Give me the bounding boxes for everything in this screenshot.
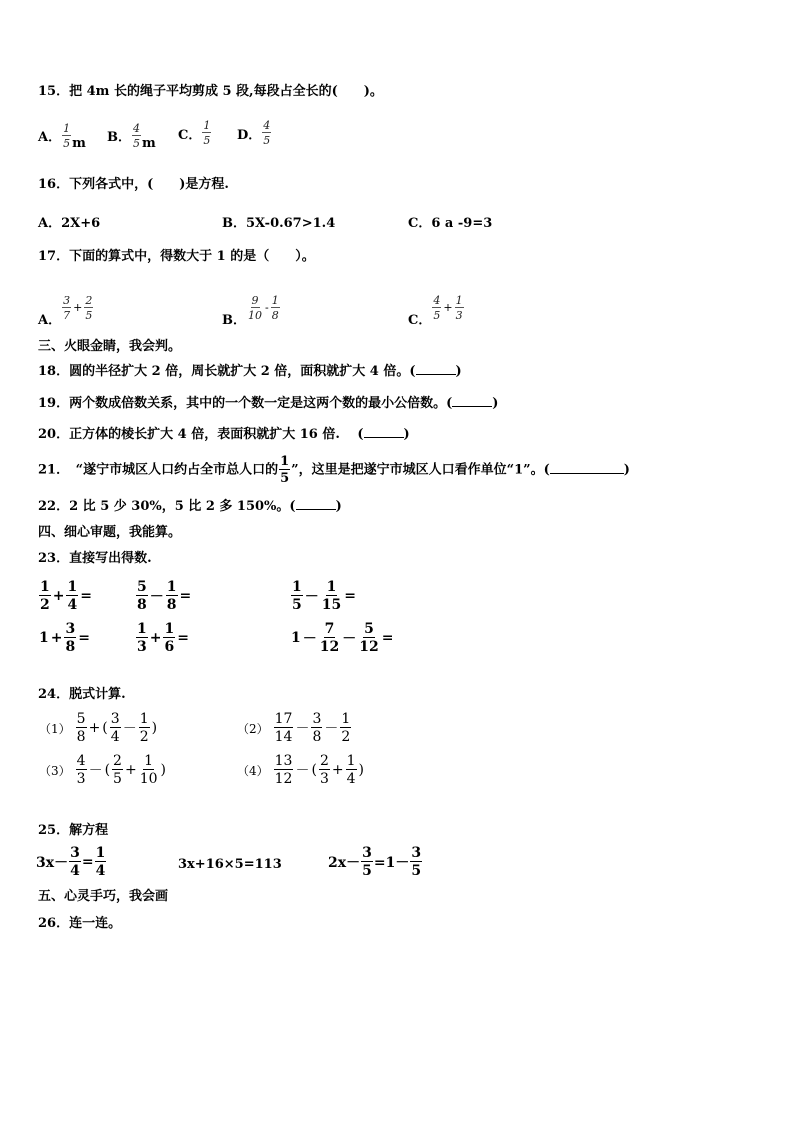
q20-text: 20．正方体的棱长扩大 4 倍，表面积就扩大 16 倍. ( ): [38, 427, 410, 442]
q24-expression-1: （1） $\frac{5}{8}$ + ( $\frac{3}{4}$ － $\frac{1}{2}$ ): [39, 711, 158, 745]
q23-item: $\frac{5}{8}$ － $\frac{1}{8}$ =: [137, 579, 192, 613]
fraction: $\frac{2}{5}$: [113, 753, 122, 787]
q15-option-c[interactable]: C． $\frac{1}{5}$: [178, 119, 211, 147]
q15-text: 15．把 4m 长的绳子平均剪成 5 段,每段占全长的( )。: [38, 84, 383, 99]
fraction: $\frac{2}{3}$: [319, 753, 329, 787]
q16-text: 16．下列各式中，( )是方程.: [38, 177, 229, 192]
q15-option-b[interactable]: B． $\frac{4}{5}$ m: [107, 121, 156, 151]
q18-text: 18．圆的半径扩大 2 倍，周长就扩大 2 倍，面积就扩大 4 倍。( ): [38, 364, 462, 379]
fraction: $\frac{5}{12}$: [359, 621, 379, 655]
section-3-heading: 三、火眼金睛，我会判。: [38, 339, 182, 354]
q16-option-b[interactable]: B．5X-0.67>1.4: [222, 216, 336, 231]
fraction: $\frac{17}{14}$: [274, 711, 293, 745]
fraction: $\frac{1}{4}$: [346, 753, 356, 787]
q25-equation-2: 3x+16×5=113: [178, 857, 282, 872]
q17-option-a[interactable]: A． $\frac{3}{7}$ + $\frac{2}{5}$: [38, 293, 93, 328]
q24-expression-3: （3） $\frac{4}{3}$ － ( $\frac{2}{5}$ + $\frac{1}{10}$ ): [39, 753, 166, 787]
fraction: $\frac{5}{8}$: [137, 579, 147, 613]
q24-expression-4: （4） $\frac{13}{12}$ － ( $\frac{2}{3}$ + $\frac{1}{4}$ ): [237, 753, 364, 787]
q23-item: $\frac{1}{2}$ + $\frac{1}{4}$ =: [40, 579, 92, 613]
q16-option-a[interactable]: A．2X+6: [38, 216, 101, 231]
fraction: $\frac{3}{8}$: [65, 621, 76, 655]
fraction: $\frac{4}{3}$: [76, 753, 86, 787]
q22-text: 22．2 比 5 少 30%，5 比 2 多 150%。( ): [38, 499, 342, 514]
q23-item: 1 － $\frac{7}{12}$ － $\frac{5}{12}$ =: [291, 621, 394, 655]
q19-text: 19．两个数成倍数关系，其中的一个数一定是这两个数的最小公倍数。( ): [38, 396, 499, 411]
q16-option-c[interactable]: C．6 a -9=3: [408, 216, 493, 231]
section-4-heading: 四、细心审题，我能算。: [38, 525, 182, 540]
answer-blank[interactable]: [364, 437, 404, 438]
fraction: $\frac{1}{4}$: [67, 579, 78, 613]
q21-text: 21． “遂宁市城区人口约占全市总人口的 $\frac{1}{5}$ ”，这里是把遂宁市城区人口看作单位“1”。( ): [38, 454, 630, 486]
fraction: $\frac{13}{12}$: [274, 753, 293, 787]
fraction: $\frac{1}{15}$: [321, 579, 342, 613]
fraction: $\frac{3}{4}$: [110, 711, 120, 745]
q23-item: $\frac{1}{3}$ + $\frac{1}{6}$ =: [137, 621, 189, 655]
q15-option-a[interactable]: A． $\frac{1}{5}$ m: [38, 121, 86, 151]
q17-option-b[interactable]: B． $\frac{9}{10}$ - $\frac{1}{8}$: [222, 293, 279, 328]
fraction: $\frac{1}{5}$: [292, 579, 302, 613]
answer-blank[interactable]: [452, 406, 492, 407]
fraction: $\frac{1}{2}$: [40, 579, 50, 613]
answer-blank[interactable]: [416, 374, 456, 375]
fraction: $\frac{5}{8}$: [76, 711, 86, 745]
q26-text: 26．连一连。: [38, 916, 122, 931]
fraction: $\frac{7}{12}$: [319, 621, 340, 655]
fraction: $\frac{1}{6}$: [164, 621, 175, 655]
q25-text: 25．解方程: [38, 823, 109, 838]
fraction: $\frac{1}{10}$: [139, 753, 158, 787]
q23-text: 23．直接写出得数.: [38, 551, 152, 566]
q17-text: 17．下面的算式中，得数大于 1 的是（ ）。: [38, 249, 315, 264]
fraction: $\frac{4}{5}$: [133, 121, 140, 150]
fraction: $\frac{1}{5}$: [63, 121, 71, 150]
fraction: $\frac{1}{3}$: [137, 621, 147, 655]
fraction: $\frac{4}{5}$: [263, 119, 271, 147]
q24-text: 24．脱式计算.: [38, 687, 126, 702]
fraction: $\frac{3}{8}$: [312, 711, 322, 745]
section-5-heading: 五、心灵手巧，我会画: [38, 889, 169, 904]
q23-item: $\frac{1}{5}$ － $\frac{1}{15}$ =: [292, 579, 356, 613]
q24-expression-2: （2） $\frac{17}{14}$ － $\frac{3}{8}$ － $\frac{1}{2}$: [237, 711, 351, 745]
q25-equation-1: 3x－ $\frac{3}{4}$ = $\frac{1}{4}$: [36, 845, 106, 879]
fraction: $\frac{1}{2}$: [139, 711, 149, 745]
q23-item: 1 + $\frac{3}{8}$ =: [39, 621, 90, 655]
fraction: $\frac{1}{2}$: [341, 711, 351, 745]
answer-blank[interactable]: [296, 509, 336, 510]
q17-option-c[interactable]: C． $\frac{4}{5}$ + $\frac{1}{3}$: [408, 293, 463, 328]
q15-option-d[interactable]: D． $\frac{4}{5}$: [237, 119, 271, 147]
fraction: $\frac{1}{8}$: [166, 579, 177, 613]
q25-equation-3: 2x－ $\frac{3}{5}$ =1－ $\frac{3}{5}$: [328, 845, 422, 879]
fraction: $\frac{1}{5}$: [203, 119, 211, 147]
answer-blank[interactable]: [550, 473, 624, 474]
